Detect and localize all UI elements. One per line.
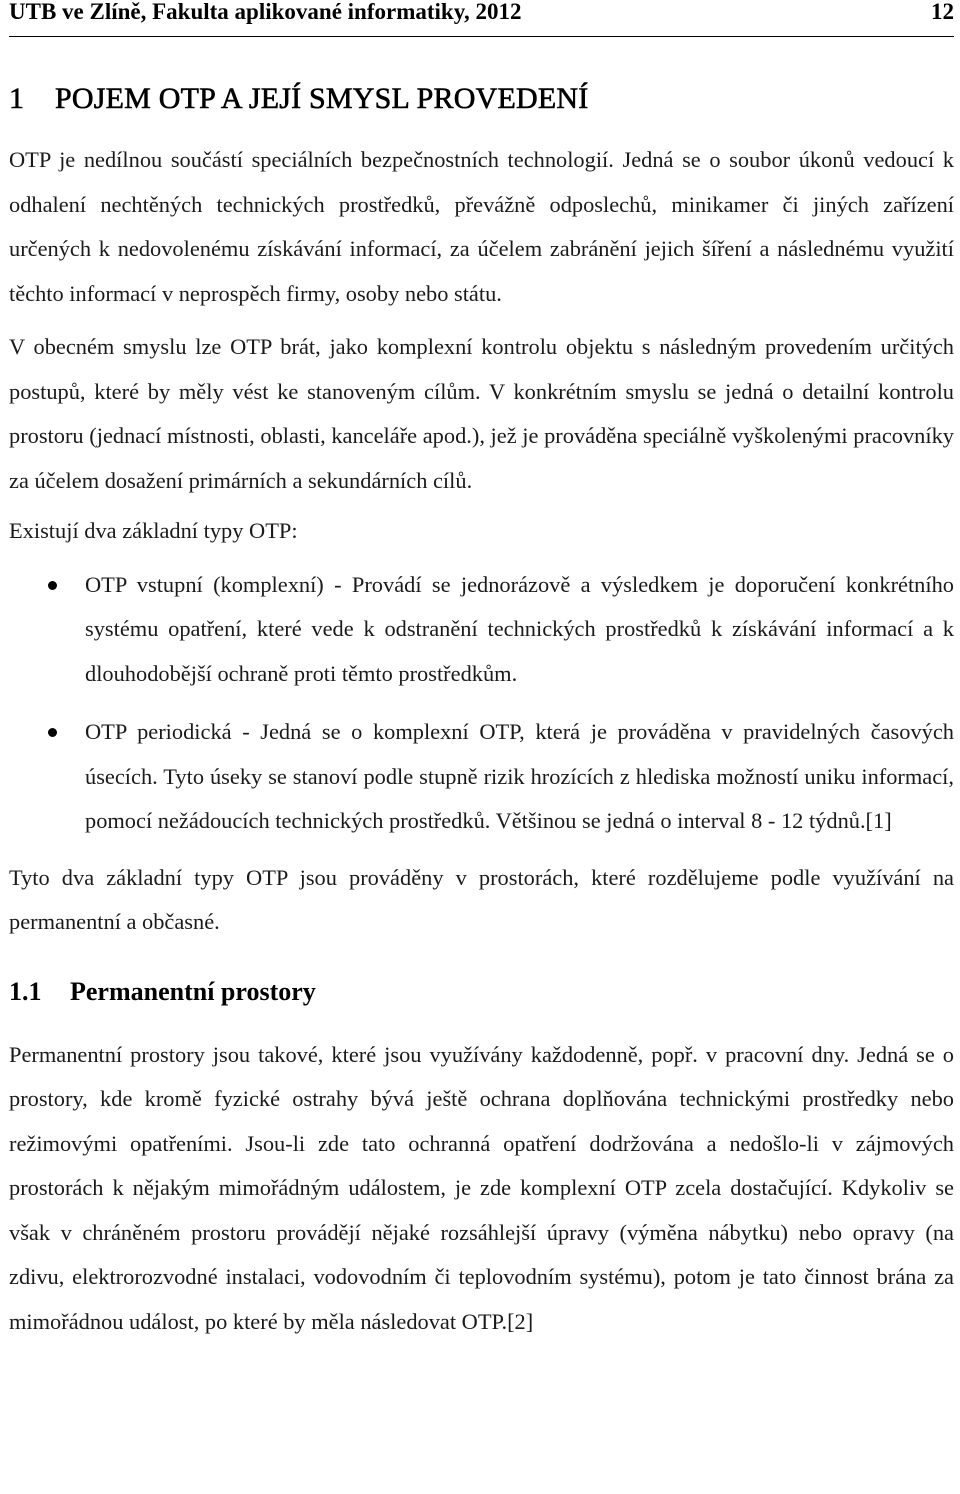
list-item-text: OTP vstupní (komplexní) - Provádí se jednorázově a výsledkem je doporučení konkrétního systému opatření, které vede k odstranění technických prostředků k získávání informací a k dlouhodobější ochraně proti těmto prostředkům.: [85, 571, 954, 686]
paragraph-intro: OTP je nedílnou součástí speciálních bezpečnostních technologií. Jedná se o soubor úkonů vedoucí k odhalení nechtěných technických prostředků, převážně odposlechů, minikamer či jiných zařízení určených k nedovolenému získávání informací, za účelem zabránění jejich šíření a následnému využití těchto informací v neprospěch firmy, osoby nebo státu.: [9, 147, 954, 306]
paragraph-general-meaning: V obecném smyslu lze OTP brát, jako komplexní kontrolu objektu s následným provedením určitých postupů, které by měly vést ke stanoveným cílům. V konkrétním smyslu se jedná o detailní kontrolu prostoru (jednací místnosti, oblasti, kanceláře apod.), jež je prováděna speciálně vyškolenými pracovníky za účelem dosažení primárních a sekundárních cílů.: [9, 334, 954, 493]
bullet-icon: [48, 728, 57, 737]
section-heading: [9, 975, 954, 1009]
list-item: [9, 563, 954, 697]
bullet-icon: [48, 581, 57, 590]
paragraph-types-usage: Tyto dva základní typy OTP jsou prováděny v prostorách, které rozdělujeme podle využívání na permanentní a občasné.: [9, 864, 954, 934]
header-title: UTB ve Zlíně, Fakulta aplikované informatiky, 2012: [9, 0, 522, 24]
page-number: 12: [931, 0, 954, 24]
section-title: Permanentní prostory: [70, 976, 316, 1006]
chapter-title: POJEM OTP A JEJÍ SMYSL PROVEDENÍ: [55, 82, 589, 115]
section-number: 1.1: [9, 976, 42, 1006]
paragraph-types-intro: Existují dva základní typy OTP:: [9, 518, 298, 543]
list-item: [9, 710, 954, 844]
document-page: [9, 0, 954, 1344]
chapter-number: 1: [9, 82, 25, 115]
otp-types-list: [9, 563, 954, 844]
running-header: [9, 0, 954, 37]
list-item-text: OTP periodická - Jedná se o komplexní OTP, která je prováděna v pravidelných časových úsecích. Tyto úseky se stanoví podle stupně rizik hrozících z hlediska možností uniku informací, pomocí nežádoucích technických prostředků. Většinou se jedná o interval 8 - 12 týdnů.[1]: [85, 719, 954, 833]
paragraph-permanent-spaces: Permanentní prostory jsou takové, které jsou využívány každodenně, popř. v pracovní dny. Jedná se o prostory, kde kromě fyzické ostrahy bývá ještě ochrana doplňována technickými prostředky nebo režimovými opatřeními. Jsou-li zde tato ochranná opatření dodržována a nedošlo-li v zájmových prostorách k nějakým mimořádným událostem, je zde komplexní OTP zcela dostačující. Kdykoliv se však v chráněném prostoru provádějí nějaké rozsáhlejší úpravy (výměna nábytku) nebo opravy (na zdivu, elektrorozvodné instalaci, vodovodním či teplovodním systému), potom je tato činnost brána za mimořádnou událost, po které by měla následovat OTP.[2]: [9, 1041, 954, 1334]
chapter-heading: [9, 81, 954, 117]
